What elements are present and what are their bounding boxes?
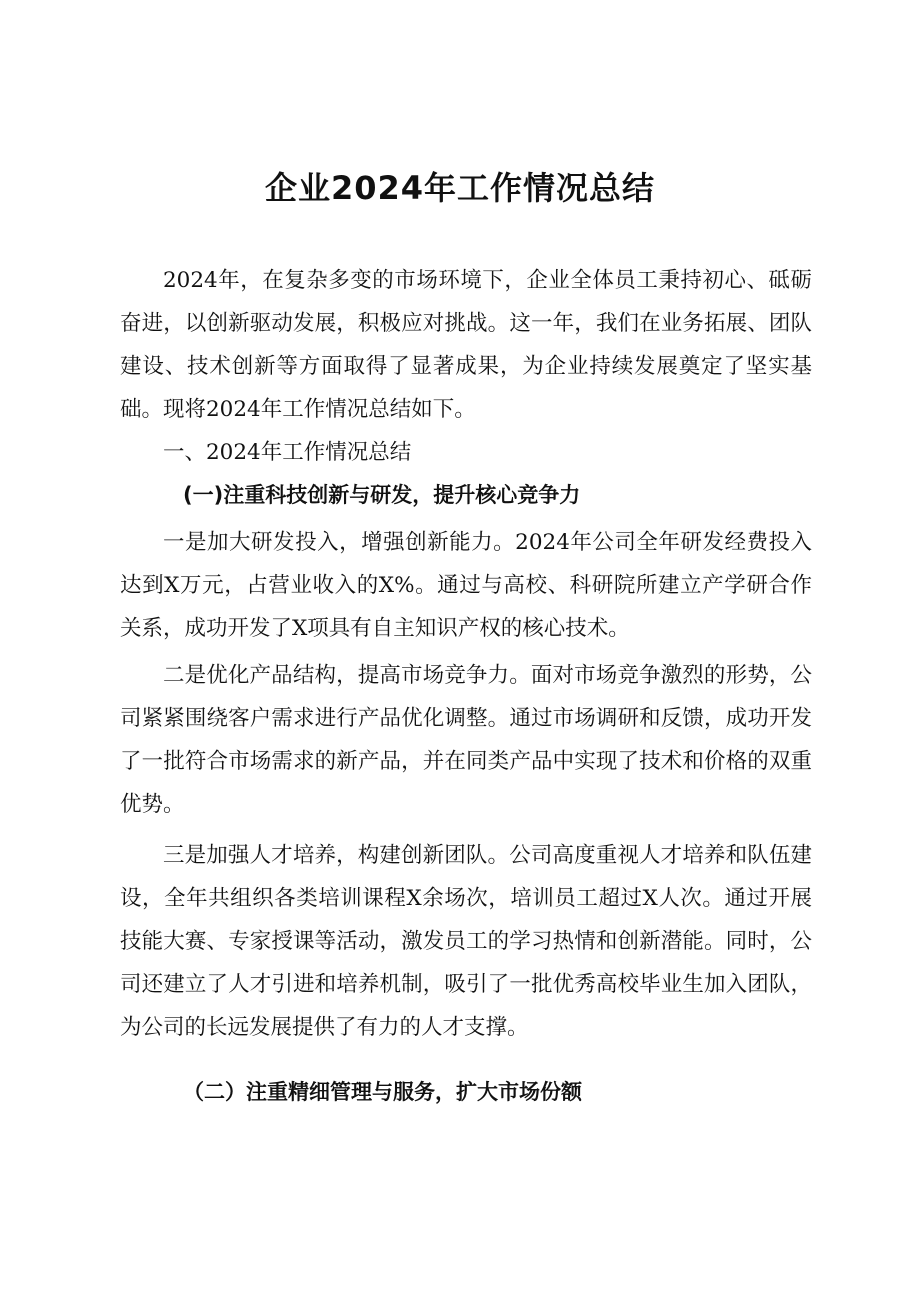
section-heading-1: 一、2024年工作情况总结 [163,440,412,465]
subsection-heading-2: （二）注重精细管理与服务，扩大市场份额 [183,1080,582,1104]
subsection-heading-1: (一)注重科技创新与研发，提升核心竞争力 [183,483,581,507]
paragraph-rnd-investment: 一是加大研发投入，增强创新能力。2024年公司全年研发经费投入达到X万元，占营业收入的X%。通过与高校、科研院所建立产学研合作关系，成功开发了X项具有自主知识产权的核心技术。 [120,530,812,641]
document-title: 企业2024年工作情况总结 [264,169,656,207]
intro-paragraph: 2024年，在复杂多变的市场环境下，企业全体员工秉持初心、砥砺奋进，以创新驱动发展，积极应对挑战。这一年，我们在业务拓展、团队建设、技术创新等方面取得了显著成果，为企业持续发展奠定了坚实基础。现将2024年工作情况总结如下。 [120,268,812,422]
paragraph-product-structure: 二是优化产品结构，提高市场竞争力。面对市场竞争激烈的形势，公司紧紧围绕客户需求进行产品优化调整。通过市场调研和反馈，成功开发了一批符合市场需求的新产品，并在同类产品中实现了技术和价格的双重优势。 [120,663,812,817]
document-body [120,259,812,1114]
paragraph-talent-training: 三是加强人才培养，构建创新团队。公司高度重视人才培养和队伍建设，全年共组织各类培训课程X余场次，培训员工超过X人次。通过开展技能大赛、专家授课等活动，激发员工的学习热情和创新潜能。同时，公司还建立了人才引进和培养机制，吸引了一批优秀高校毕业生加入团队，为公司的长远发展提供了有力的人才支撑。 [120,843,812,1040]
